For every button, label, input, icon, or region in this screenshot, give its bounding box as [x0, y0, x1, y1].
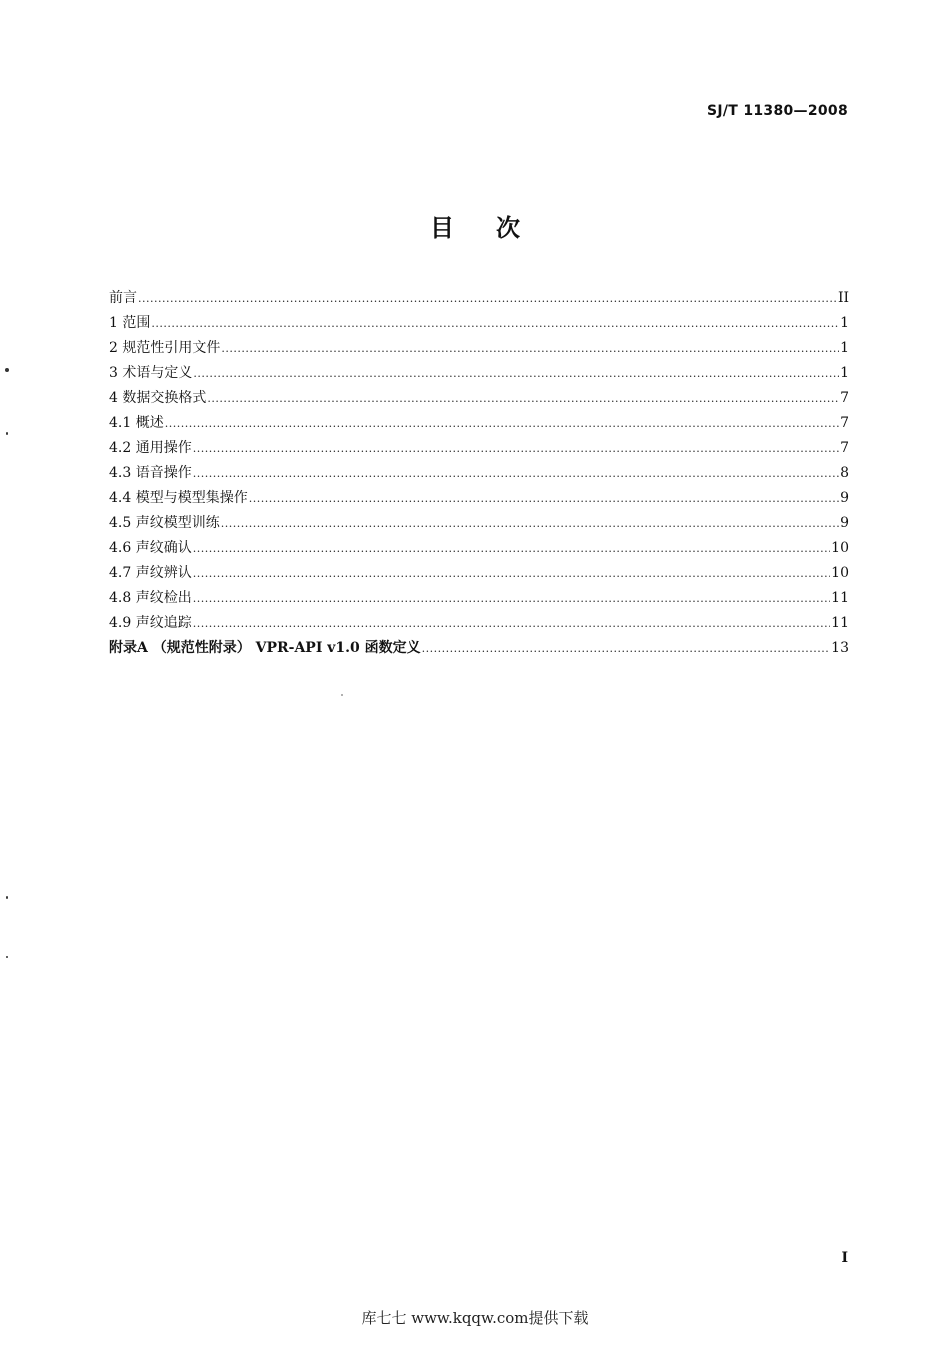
table-of-contents: [109, 286, 849, 661]
toc-entry-page: II: [837, 290, 849, 306]
toc-leader-dots: [193, 536, 830, 561]
toc-leader-dots: [193, 361, 839, 386]
toc-entry-label: 前言: [109, 290, 137, 306]
toc-entry[interactable]: [109, 286, 849, 311]
toc-leader-dots: [193, 611, 830, 636]
scan-speck: [341, 694, 343, 696]
toc-leader-dots: [193, 436, 839, 461]
toc-leader-dots: [221, 336, 839, 361]
toc-leader-dots: [422, 636, 831, 661]
toc-leader-dots: [221, 511, 839, 536]
toc-entry-page: 7: [840, 440, 849, 456]
toc-entry-page: 1: [840, 315, 849, 331]
toc-entry[interactable]: [109, 386, 849, 411]
toc-entry[interactable]: [109, 436, 849, 461]
toc-entry-label: 3 术语与定义: [109, 365, 193, 381]
toc-entry-page: 11: [831, 590, 849, 606]
toc-entry-page: 1: [840, 365, 849, 381]
toc-leader-dots: [249, 486, 839, 511]
toc-entry-page: 7: [840, 415, 849, 431]
toc-entry-page: 10: [831, 540, 849, 556]
toc-entry-label: 4.5 声纹模型训练: [109, 515, 220, 531]
toc-entry-label: 4 数据交换格式: [109, 390, 207, 406]
toc-leader-dots: [193, 461, 839, 486]
scan-speck: [6, 956, 8, 958]
toc-entry-label: 4.9 声纹追踪: [109, 615, 192, 631]
toc-leader-dots: [207, 386, 839, 411]
toc-entry-page: 8: [840, 465, 849, 481]
toc-entry-page: 9: [840, 515, 849, 531]
toc-leader-dots: [193, 561, 830, 586]
toc-entry-label: 4.3 语音操作: [109, 465, 192, 481]
toc-entry-label: 4.1 概述: [109, 415, 164, 431]
toc-entry[interactable]: [109, 411, 849, 436]
toc-entry[interactable]: [109, 586, 849, 611]
toc-entry-page: 10: [831, 565, 849, 581]
toc-leader-dots: [151, 311, 839, 336]
toc-entry-label: 4.6 声纹确认: [109, 540, 192, 556]
toc-entry[interactable]: [109, 561, 849, 586]
toc-entry[interactable]: [109, 536, 849, 561]
scan-speck: [6, 432, 8, 435]
toc-entry[interactable]: [109, 486, 849, 511]
toc-entry-page: 1: [840, 340, 849, 356]
toc-entry-appendix[interactable]: [109, 636, 849, 661]
scan-speck: [6, 896, 8, 899]
toc-entry-label: 4.8 声纹检出: [109, 590, 192, 606]
toc-entry[interactable]: [109, 511, 849, 536]
download-watermark: 库七七 www.kqqw.com提供下载: [361, 1309, 589, 1327]
toc-entry-label: 4.2 通用操作: [109, 440, 192, 456]
toc-leader-dots: [165, 411, 839, 436]
toc-entry[interactable]: [109, 611, 849, 636]
toc-entry-label: 4.4 模型与模型集操作: [109, 490, 248, 506]
toc-entry-label: 2 规范性引用文件: [109, 340, 221, 356]
scan-speck: [5, 368, 9, 372]
toc-entry-page: 11: [831, 615, 849, 631]
toc-entry-label: 附录A （规范性附录） VPR-API v1.0 函数定义: [109, 640, 421, 656]
toc-entry-label: 1 范围: [109, 315, 151, 331]
toc-entry[interactable]: [109, 336, 849, 361]
toc-entry[interactable]: [109, 461, 849, 486]
toc-entry[interactable]: [109, 311, 849, 336]
toc-entry-page: 7: [840, 390, 849, 406]
toc-entry-page: 9: [840, 490, 849, 506]
document-code: SJ/T 11380—2008: [707, 103, 848, 119]
page-number: I: [841, 1250, 848, 1266]
toc-entry-page: 13: [831, 640, 849, 656]
toc-leader-dots: [193, 586, 830, 611]
toc-title: 目次: [430, 214, 562, 242]
toc-entry[interactable]: [109, 361, 849, 386]
toc-entry-label: 4.7 声纹辨认: [109, 565, 192, 581]
toc-leader-dots: [138, 286, 837, 311]
